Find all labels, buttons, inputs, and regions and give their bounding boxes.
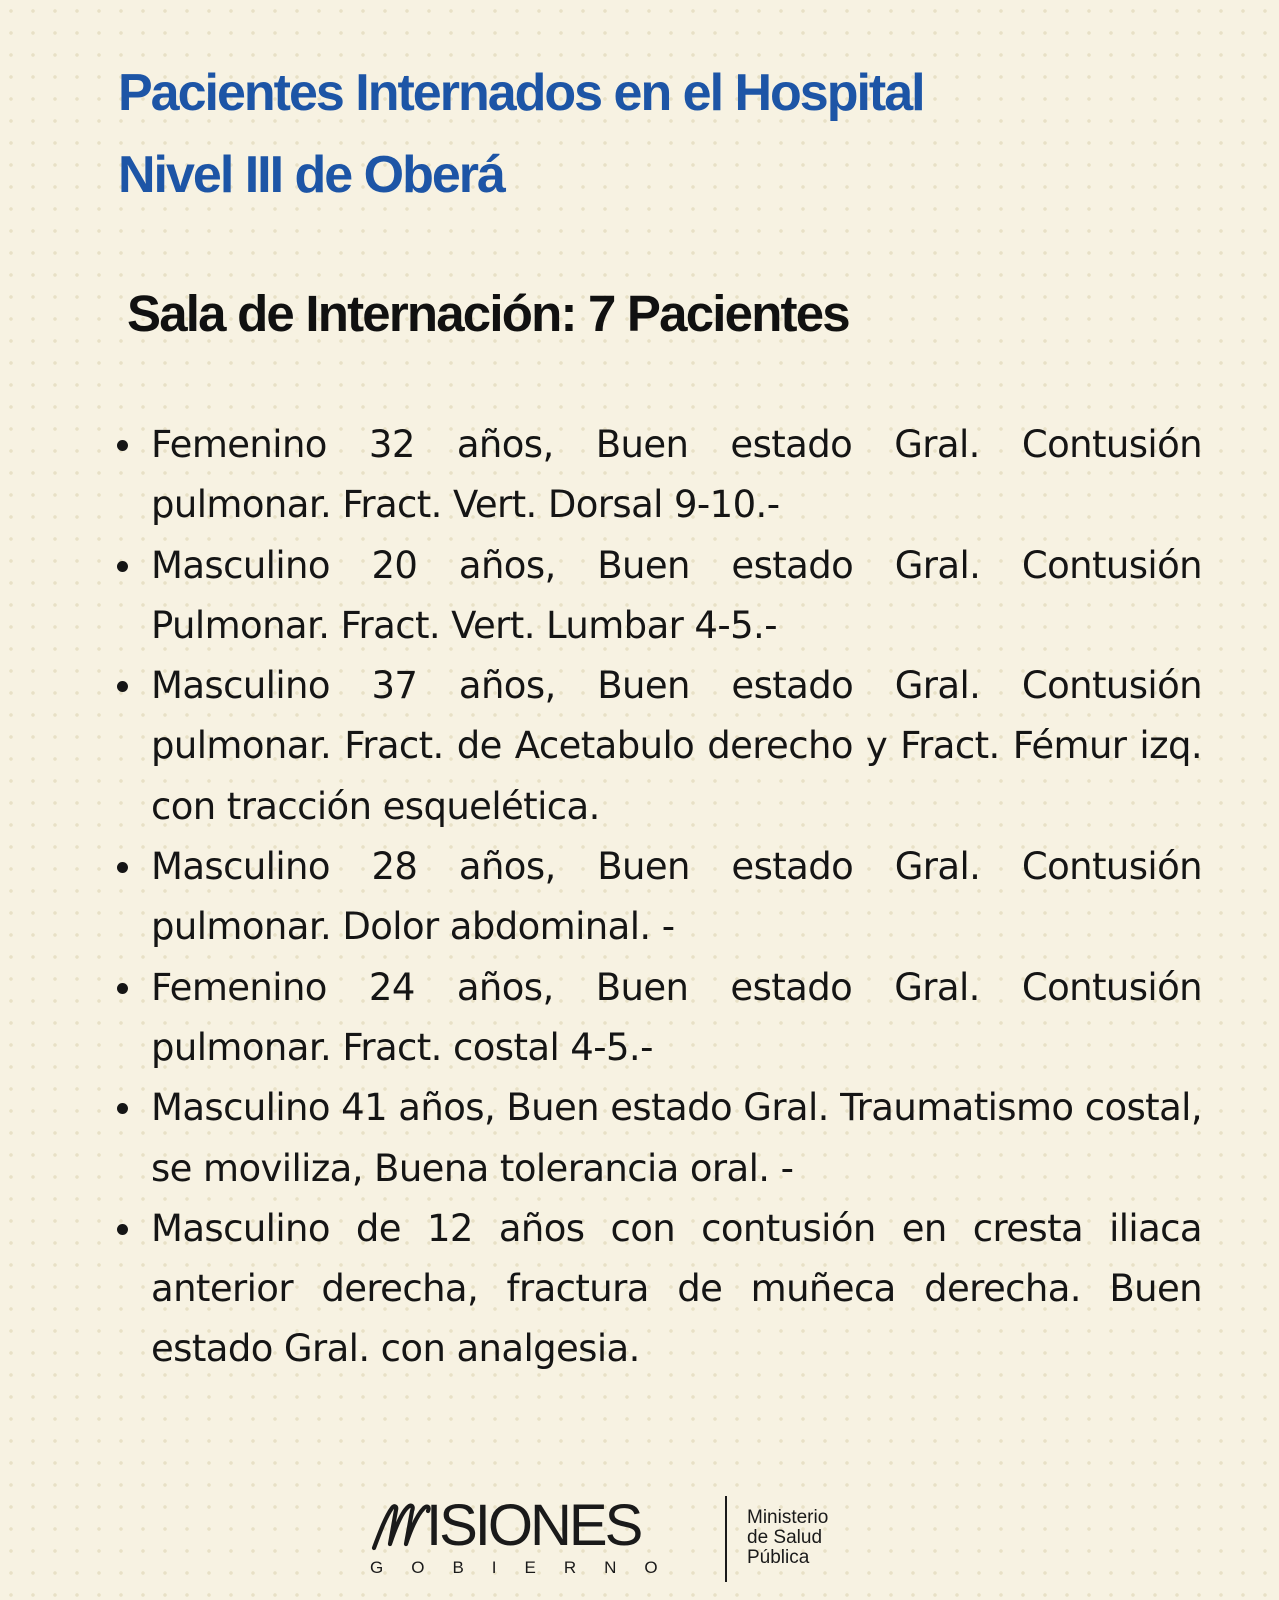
logo-subtitle: GOBIERNO bbox=[370, 1558, 686, 1577]
ministry-line-2: de Salud bbox=[747, 1527, 823, 1548]
logo-wordmark: ISIONES bbox=[426, 1493, 641, 1558]
patient-entry-4: Masculino 28 años, Buen estado Gral. Contusión pulmonar. Dolor abdominal. - bbox=[151, 845, 1202, 949]
page-title-line-1: Pacientes Internados en el Hospital bbox=[118, 64, 924, 122]
list-item bbox=[151, 415, 1202, 536]
patient-list bbox=[151, 415, 1202, 1380]
patient-entry-7: Masculino de 12 años con contusión en cresta iliaca anterior derecha, fractura de muñeca derecha. Buen estado Gral. con analgesia. bbox=[151, 1206, 1202, 1371]
misiones-m-icon bbox=[370, 1496, 432, 1556]
list-item bbox=[151, 536, 1202, 657]
page-title-line-2: Nivel III de Oberá bbox=[118, 146, 504, 204]
list-item bbox=[151, 837, 1202, 958]
misiones-logo bbox=[370, 1492, 640, 1560]
list-item bbox=[151, 656, 1202, 837]
footer-logo bbox=[370, 1490, 890, 1580]
list-item bbox=[151, 1199, 1202, 1380]
list-item bbox=[151, 958, 1202, 1079]
logo-divider bbox=[725, 1496, 727, 1582]
section-heading: Sala de Internación: 7 Pacientes bbox=[127, 285, 849, 342]
ministry-line-1: Ministerio bbox=[747, 1507, 829, 1528]
patient-entry-6: Masculino 41 años, Buen estado Gral. Traumatismo costal, se moviliza, Buena tolerancia oral. - bbox=[151, 1086, 1202, 1190]
list-item bbox=[151, 1078, 1202, 1199]
patient-entry-5: Femenino 24 años, Buen estado Gral. Contusión pulmonar. Fract. costal 4-5.- bbox=[151, 965, 1202, 1069]
page-title bbox=[118, 52, 1118, 216]
patient-entry-3: Masculino 37 años, Buen estado Gral. Contusión pulmonar. Fract. de Acetabulo derecho y Fract. Fémur izq. con tracción esquelética. bbox=[151, 664, 1202, 828]
ministry-label bbox=[747, 1508, 828, 1568]
ministry-line-3: Pública bbox=[747, 1547, 810, 1568]
patient-entry-1: Femenino 32 años, Buen estado Gral. Contusión pulmonar. Fract. Vert. Dorsal 9-10.- bbox=[151, 423, 1202, 527]
patient-entry-2: Masculino 20 años, Buen estado Gral. Contusión Pulmonar. Fract. Vert. Lumbar 4-5.- bbox=[151, 543, 1202, 647]
